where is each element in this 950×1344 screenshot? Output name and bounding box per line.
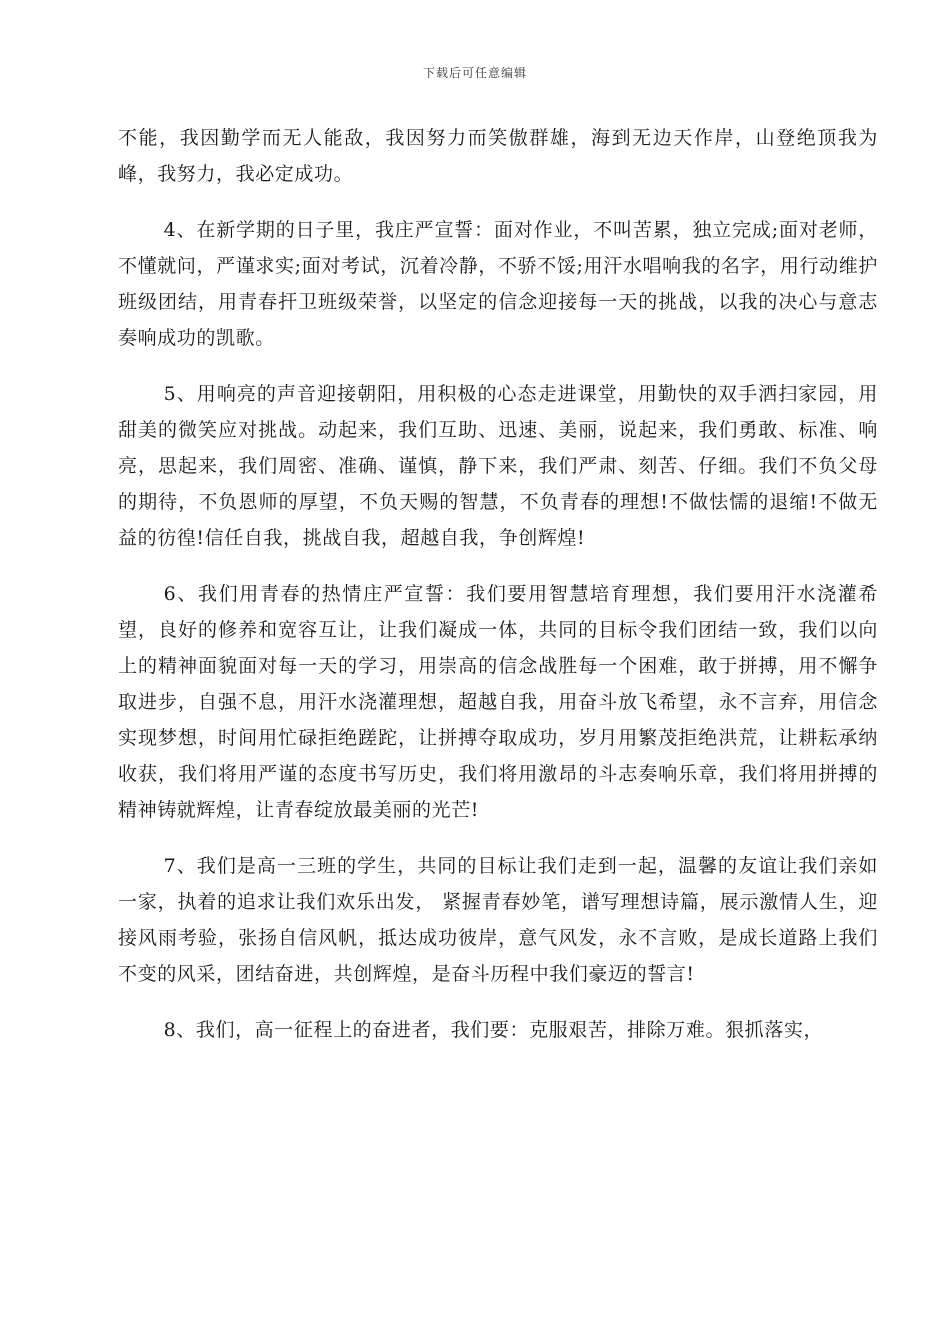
paragraph-7: 7、我们是高一三班的学生，共同的目标让我们走到一起，温馨的友谊让我们亲如一家，执着的追求让我们欢乐出发， 紧握青春妙笔，谱写理想诗篇，展示激情人生，迎接风雨考验，张扬自信风帆，抵达成功彼岸，意气风发，永不言败，是成长道路上我们不变的风采，团结奋进，共创辉煌，是奋斗历程中我们豪迈的誓言! (118, 855, 878, 985)
paragraph-4: 4、在新学期的日子里，我庄严宣誓：面对作业，不叫苦累，独立完成;面对老师，不懂就问，严谨求实;面对考试，沉着冷静，不骄不馁;用汗水唱响我的名字，用行动维护班级团结，用青春扞卫班级荣誉，以坚定的信念迎接每一天的挑战，以我的决心与意志奏响成功的凯歌。 (118, 219, 878, 349)
paragraph-6: 6、我们用青春的热情庄严宣誓：我们要用智慧培育理想，我们要用汗水浇灌希望，良好的修养和宽容互让，让我们凝成一体，共同的目标令我们团结一致，我们以向上的精神面貌面对每一天的学习，用崇高的信念战胜每一个困难，敢于拼搏，用不懈争取进步，自强不息，用汗水浇灌理想，超越自我，用奋斗放飞希望，永不言弃，用信念实现梦想，时间用忙碌拒绝蹉跎，让拼搏夺取成功，岁月用繁茂拒绝洪荒，让耕耘承纳收获，我们将用严谨的态度书写历史，我们将用激昂的斗志奏响乐章，我们将用拼搏的精神铸就辉煌，让青春绽放最美丽的光芒! (118, 583, 878, 821)
page-header: 下载后可任意编辑 (422, 66, 527, 80)
paragraph-5: 5、用响亮的声音迎接朝阳，用积极的心态走进课堂，用勤快的双手洒扫家园，用甜美的微笑应对挑战。动起来，我们互助、迅速、美丽，说起来，我们勇敢、标准、响亮，思起来，我们周密、准确、谨慎，静下来，我们严肃、刻苦、仔细。我们不负父母的期待，不负恩师的厚望，不负天赐的智慧，不负青春的理想!不做怯懦的退缩!不做无益的彷徨!信任自我，挑战自我，超越自我，争创辉煌! (118, 383, 878, 549)
paragraph-8: 8、我们，高一征程上的奋进者，我们要：克服艰苦，排除万难。狠抓落实， (163, 1019, 824, 1041)
paragraph-continuation: 不能，我因勤学而无人能敌，我因努力而笑傲群雄，海到无边天作岸，山登绝顶我为峰，我努力，我必定成功。 (118, 127, 878, 185)
document-body (118, 120, 878, 1068)
